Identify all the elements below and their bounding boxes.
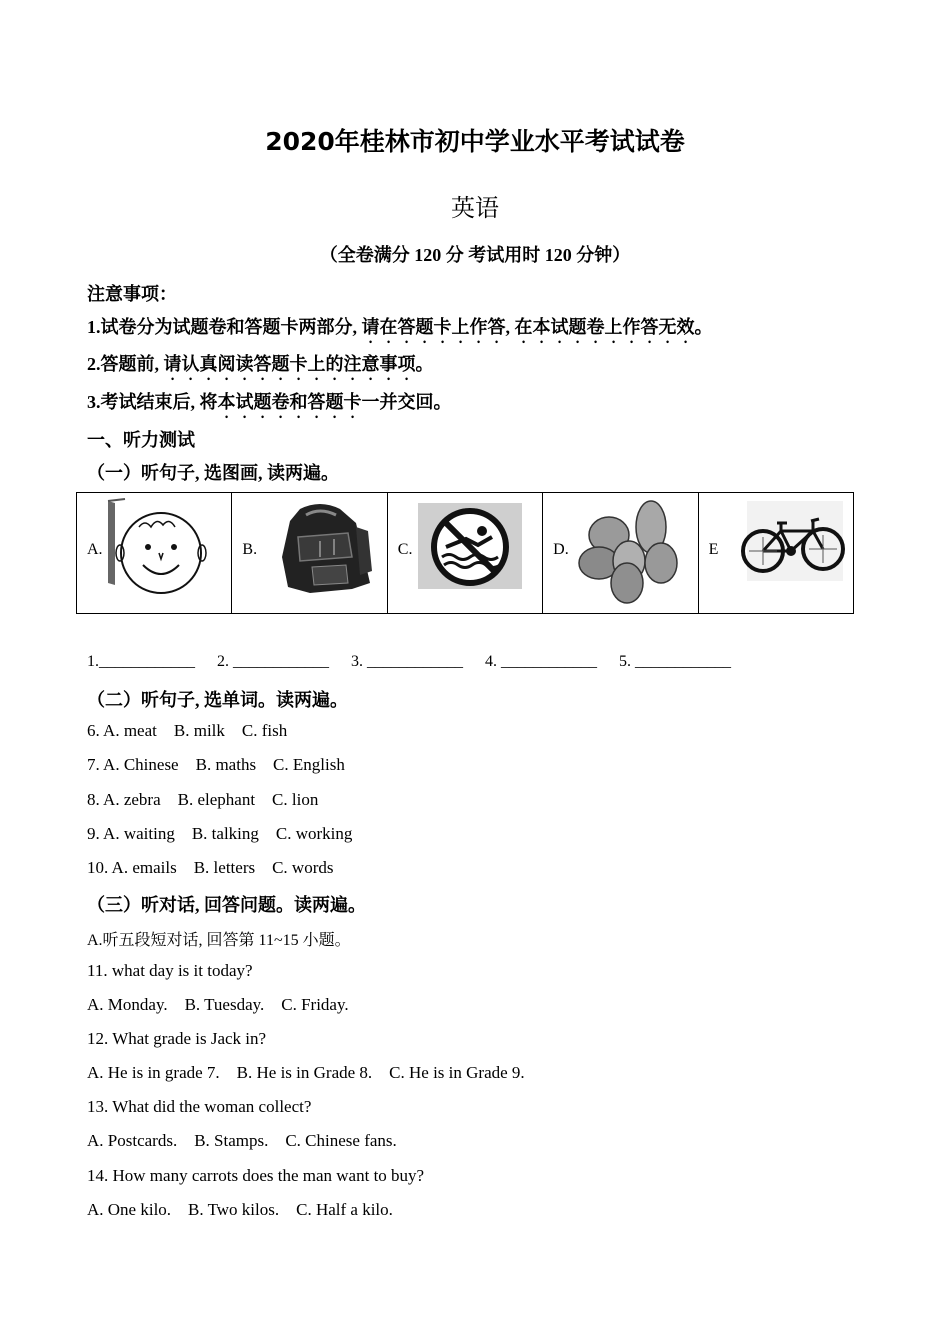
question-11-options: A. Monday. B. Tuesday. C. Friday. (87, 995, 349, 1014)
part2-heading: （二）听句子, 选单词。读两遍。 (87, 690, 348, 710)
question-13: 13. What did the woman collect? (87, 1097, 312, 1116)
note-3-text-a: 3.考试结束后, 将 (87, 392, 218, 412)
part3-intro: A.听五段短对话, 回答第 11~15 小题。 (87, 932, 351, 949)
question-10: 10. A. emails B. letters C. words (87, 858, 334, 877)
question-7: 7. A. Chinese B. maths C. English (87, 755, 345, 774)
note-3-text-b: 一并交回。 (361, 392, 452, 412)
answer-blank[interactable]: 3. ____________ (351, 653, 463, 670)
section-heading-listening: 一、听力测试 (87, 430, 195, 450)
eggs-icon (571, 497, 689, 609)
picture-label: B. (242, 541, 258, 558)
question-13-options: A. Postcards. B. Stamps. C. Chinese fans. (87, 1131, 397, 1150)
note-1-text-a: 1.试卷分为试题卷和答题卡两部分, (87, 317, 362, 337)
notes-heading: 注意事项： (87, 284, 177, 304)
picture-cell-c (387, 493, 542, 614)
answer-blank[interactable]: 2. ____________ (217, 653, 329, 670)
note-2 (87, 350, 434, 384)
picture-cell-b (232, 493, 387, 614)
note-3-emphasis: 本试题卷和答题卡 (217, 392, 362, 412)
question-8: 8. A. zebra B. elephant C. lion (87, 790, 319, 809)
picture-cell-d (543, 493, 698, 614)
note-2-emphasis: 请认真阅读答题卡上的注意事项 (163, 354, 416, 374)
part1-heading: （一）听句子, 选图画, 读两遍。 (87, 463, 339, 483)
question-14-options: A. One kilo. B. Two kilos. C. Half a kilo. (87, 1200, 393, 1219)
bicycle-icon (727, 497, 845, 609)
picture-label: C. (397, 541, 413, 558)
note-3 (87, 388, 452, 422)
note-2-text-a: 2.答题前, (87, 354, 164, 374)
picture-label: D. (553, 541, 569, 558)
note-1 (87, 313, 713, 347)
question-12-options: A. He is in grade 7. B. He is in Grade 8. C. He is in Grade 9. (87, 1063, 525, 1082)
question-9: 9. A. waiting B. talking C. working (87, 824, 353, 843)
exam-info: （全卷满分 120 分 考试用时 120 分钟） (319, 245, 631, 265)
no-swimming-sign-icon (416, 497, 534, 609)
note-1-emphasis-a: 请在答题卡上作答 (361, 317, 506, 337)
answer-blanks (87, 653, 749, 671)
smiling-face-icon (105, 497, 223, 609)
page-title: 2020年桂林市初中学业水平考试试卷 (265, 127, 685, 156)
subject-title: 英语 (451, 194, 499, 222)
picture-cell-e (698, 493, 853, 614)
question-6: 6. A. meat B. milk C. fish (87, 721, 288, 740)
question-14: 14. How many carrots does the man want to buy? (87, 1166, 425, 1185)
backpack-icon (260, 497, 378, 609)
note-2-text-b: 。 (415, 354, 434, 374)
answer-blank[interactable]: 4. ____________ (485, 653, 597, 670)
question-11: 11. what day is it today? (87, 961, 253, 980)
picture-table (76, 492, 854, 614)
answer-blank[interactable]: 1.____________ (87, 653, 195, 670)
note-1-emphasis-b: 在本试题卷上作答无效 (514, 317, 695, 337)
note-1-text-c: 。 (694, 317, 713, 337)
answer-blank[interactable]: 5. ____________ (619, 653, 731, 670)
picture-cell-a (77, 493, 232, 614)
part3-heading: （三）听对话, 回答问题。读两遍。 (87, 895, 366, 915)
question-12: 12. What grade is Jack in? (87, 1029, 267, 1048)
picture-label: E (708, 541, 719, 558)
note-1-text-b: , (505, 317, 515, 337)
picture-label: A. (87, 541, 103, 558)
